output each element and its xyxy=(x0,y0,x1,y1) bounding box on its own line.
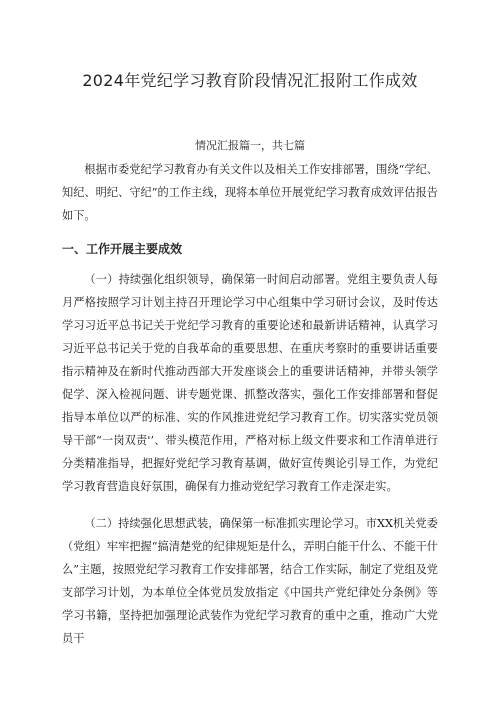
intro-paragraph: 根据市委党纪学习教育办有关文件以及相关工作安排部署，围绕“学纪、知纪、明纪、守纪”的工作主线，现将本单位开展党纪学习教育成效评估报告如下。 xyxy=(62,163,438,222)
body-paragraph-1: （一）持续强化组织领导，确保第一时间启动部署。党组主要负责人每月严格按照学习计划主持召开理论学习中心组集中学习研讨会议，及时传达学习习近平总书记关于党纪学习教育的重要论述和最新讲话精神，认真学习习近平总书记关于党的自我革命的重要思想、在重庆考察时的重要讲话重要指示精神及在新时代推动西部大开发座谈会上的重要讲话精神，并带头领学促学、深入检视问题、讲专题党课、抓整改落实，强化工作安排部署和督促指导本单位以严的标准、实的作风推进党纪学习教育工作。切实落实党员领导干部“一岗双责'’、带头模范作用，严格对标上级文件要求和工作清单进行分类精准指导，把握好党纪学习教育基调，做好宣传舆论引导工作，为党纪学习教育营造良好氛围，确保有力推动党纪学习教育工作走深走实。 xyxy=(62,273,438,493)
document-title: 2024年党纪学习教育阶段情况汇报附工作成效 xyxy=(82,71,418,90)
section-heading: 一、工作开展主要成效 xyxy=(62,242,183,256)
body-paragraph-2: （二）持续强化思想武装，确保第一标准抓实理论学习。市XX机关党委（党组）牢牢把握“搞清楚党的纪律规矩是什么，弄明白能干什么、不能干什么”主题，按照党纪学习教育工作安排部署，结合工作实际，制定了党组及党支部学习计划，为本单位全体党员发放指定《中国共产党纪律处分条例》等学习书籍，坚持把加强理论武装作为党纪学习教育的重中之重，推动广大党员干 xyxy=(62,517,438,645)
document-subtitle: 情况汇报篇一，共七篇 xyxy=(195,139,305,152)
